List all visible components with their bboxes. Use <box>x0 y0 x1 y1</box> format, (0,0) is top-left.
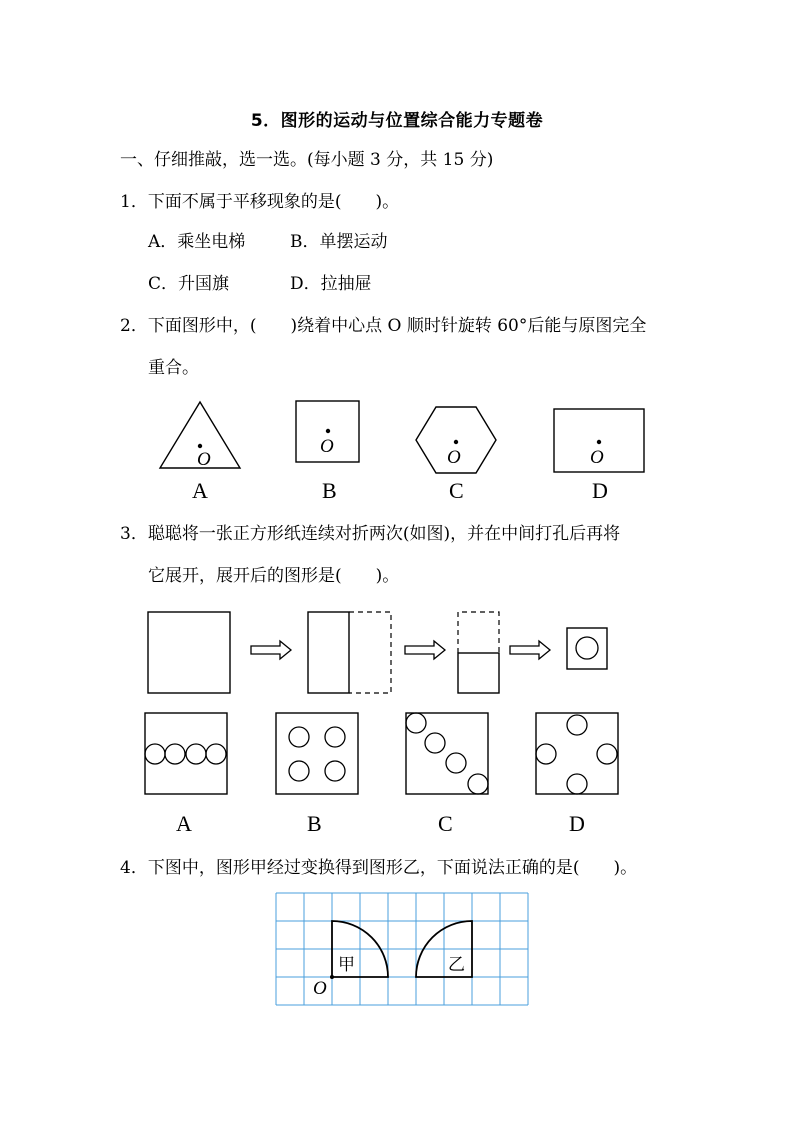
question-3-stem-line-2: 它展开，展开后的图形是( )。 <box>148 566 400 586</box>
page-title: 5．图形的运动与位置综合能力专题卷 <box>250 111 544 131</box>
question-1-option-c: C．升国旗 <box>148 274 230 294</box>
q4-shape-jia-label: 甲 <box>338 955 355 975</box>
section-heading: 一、仔细推敲，选一选。(每小题 3 分，共 15 分) <box>120 150 494 170</box>
q2-label-b: B <box>322 478 337 503</box>
question-1-option-b: B．单摆运动 <box>290 232 388 252</box>
question-1-option-d: D．拉抽屉 <box>290 274 372 294</box>
q4-shape-yi-label: 乙 <box>448 955 465 975</box>
q3-label-c: C <box>438 811 453 836</box>
q3-label-a: A <box>176 811 192 836</box>
q2-hexagon-center-label: O <box>447 447 461 468</box>
q2-triangle-center-label: O <box>197 449 211 470</box>
question-2-stem-line-2: 重合。 <box>148 358 199 378</box>
question-2-stem-line-1: 2．下面图形中，( )绕着中心点 O 顺时针旋转 60°后能与原图完全 <box>120 316 647 336</box>
q4-origin-point <box>330 975 334 979</box>
q2-rectangle-center-label: O <box>590 447 604 468</box>
question-1-stem: 1．下面不属于平移现象的是( )。 <box>120 192 400 212</box>
q3-label-b: B <box>307 811 322 836</box>
question-3-stem-line-1: 3．聪聪将一张正方形纸连续对折两次(如图)，并在中间打孔后再将 <box>120 524 621 544</box>
q2-label-c: C <box>449 478 464 503</box>
q2-label-d: D <box>592 478 608 503</box>
question-4-stem: 4．下图中，图形甲经过变换得到图形乙，下面说法正确的是( )。 <box>120 858 638 878</box>
q2-square-center-label: O <box>320 436 334 457</box>
question-1-option-a: A．乘坐电梯 <box>148 232 246 252</box>
q4-origin-label: O <box>313 978 327 999</box>
q3-label-d: D <box>569 811 585 836</box>
q2-label-a: A <box>192 478 208 503</box>
